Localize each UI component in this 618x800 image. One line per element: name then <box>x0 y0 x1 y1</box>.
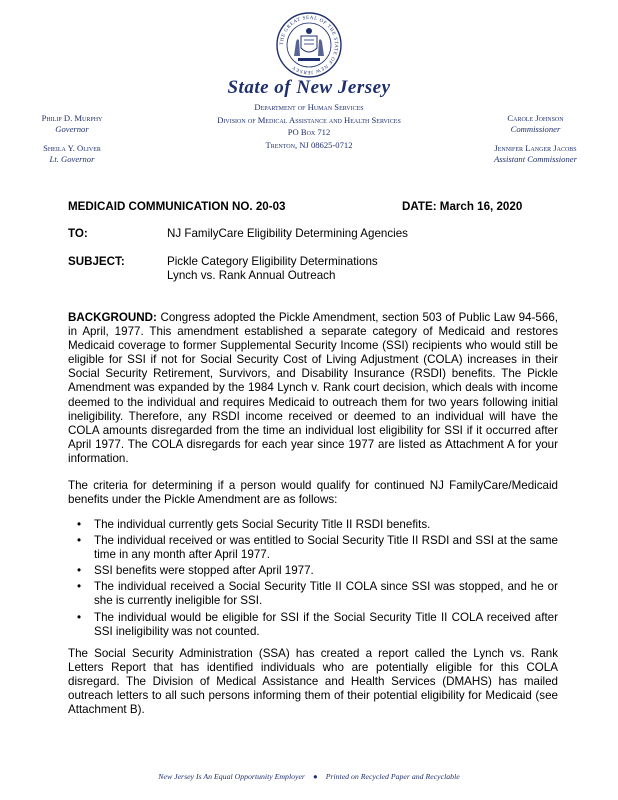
bullet-icon: • <box>77 580 82 594</box>
subject-line-1: Pickle Category Eligibility Determinations <box>167 255 378 268</box>
city-zip: Trenton, NJ 08625-0712 <box>265 139 353 150</box>
criteria-list <box>68 518 558 641</box>
subject-line-2: Lynch vs. Rank Annual Outreach <box>167 269 336 282</box>
footer-recycled: Printed on Recycled Paper and Recyclable <box>325 772 460 781</box>
subject-value <box>167 255 378 283</box>
bullet-icon: • <box>77 610 82 624</box>
state-name-wordmark: State of New Jersey <box>227 77 391 98</box>
list-item <box>68 611 558 639</box>
list-item-text: The individual received a Social Security Title II COLA since SSI was stopped, and he or she is currently ineligible for SSI. <box>94 580 558 608</box>
list-item-text: The individual received or was entitled to Social Security Title II RSDI and SSI at the same time in any month after April 1977. <box>94 534 558 562</box>
criteria-intro-paragraph: The criteria for determining if a person would qualify for continued NJ FamilyCare/Medicaid benefits under the Pickle Amendment are as follows: <box>68 479 558 507</box>
background-paragraph <box>68 311 558 466</box>
lt-governor-name: Sheila Y. Oliver <box>43 143 101 153</box>
division-name: Division of Medical Assistance and Health Services <box>217 114 401 125</box>
right-officials <box>468 113 603 165</box>
footer <box>0 772 618 781</box>
communication-number: MEDICAID COMMUNICATION NO. 20-03 <box>68 200 286 213</box>
department-name: Department of Human Services <box>254 102 364 112</box>
background-text: Congress adopted the Pickle Amendment, section 503 of Public Law 94-566, in April, 1977. This amendment established a separate category of Medicaid and restores Medicaid coverage to former Supplemental Security Income (SSI) recipients who would still be eligible for SSI if not for Social Security Cost of Living Adjustment (COLA) increases in their Social Security Retirement, Survivors, and Disability Insurance (RSDI) benefits. The Pickle Amendment was expanded by the 1984 Lynch v. Rank court decision, which deals with income deemed to the individual and requires Medicaid to outreach them for two years following initial ineligibility. Therefore, any RSDI income received or deemed to an individual will have the COLA amounts disregarded from the time an individual lost eligibility for SSI if it occurred after April 1977. The COLA disregards for each year since 1977 are listed as Attachment A for your information. <box>68 311 558 465</box>
commissioner-name: Carole Johnson <box>507 113 564 123</box>
list-item-text: SSI benefits were stopped after April 1977. <box>94 564 314 578</box>
bullet-icon: • <box>77 518 82 531</box>
list-item <box>68 564 558 578</box>
po-box: PO Box 712 <box>287 127 331 137</box>
assistant-commissioner-title: Assistant Commissioner <box>494 154 577 164</box>
list-item-text: The individual currently gets Social Security Title II RSDI benefits. <box>94 518 431 531</box>
governor-title: Governor <box>55 124 89 134</box>
left-officials <box>12 113 132 165</box>
list-item <box>68 580 558 608</box>
memo-date: DATE: March 16, 2020 <box>402 200 523 213</box>
footer-eoe: New Jersey Is An Equal Opportunity Employer <box>158 772 305 781</box>
state-seal-logo <box>276 12 342 78</box>
to-label: TO: <box>68 227 88 240</box>
ssa-paragraph: The Social Security Administration (SSA) has created a report called the Lynch vs. Rank Letters Report that has identified individuals who are potentially eligible for this COLA disregard. The Division of Medical Assistance and Health Services (DMAHS) has mailed outreach letters to all such persons informing them of their potential eligibility for Medicaid (see Attachment B). <box>68 647 558 717</box>
governor-name: Philip D. Murphy <box>41 113 103 123</box>
list-item <box>68 518 558 532</box>
to-value: NJ FamilyCare Eligibility Determining Agencies <box>167 227 408 240</box>
commissioner-title: Commissioner <box>510 124 561 134</box>
department-address <box>150 101 468 151</box>
bullet-icon: • <box>77 564 82 578</box>
lt-governor-title: Lt. Governor <box>49 154 95 164</box>
background-label: BACKGROUND: <box>68 311 157 324</box>
assistant-commissioner-name: Jennifer Langer Jacobs <box>494 143 577 153</box>
svg-text:THE GREAT SEAL OF THE STATE OF: THE GREAT SEAL OF THE STATE OF NEW JERSEY <box>279 15 339 75</box>
list-item <box>68 534 558 562</box>
list-item-text: The individual would be eligible for SSI if the Social Security Title II COLA received after SSI ineligibility was not counted. <box>94 610 558 638</box>
bullet-icon: • <box>77 534 82 548</box>
subject-label: SUBJECT: <box>68 255 125 268</box>
footer-separator-icon: ● <box>312 772 318 781</box>
